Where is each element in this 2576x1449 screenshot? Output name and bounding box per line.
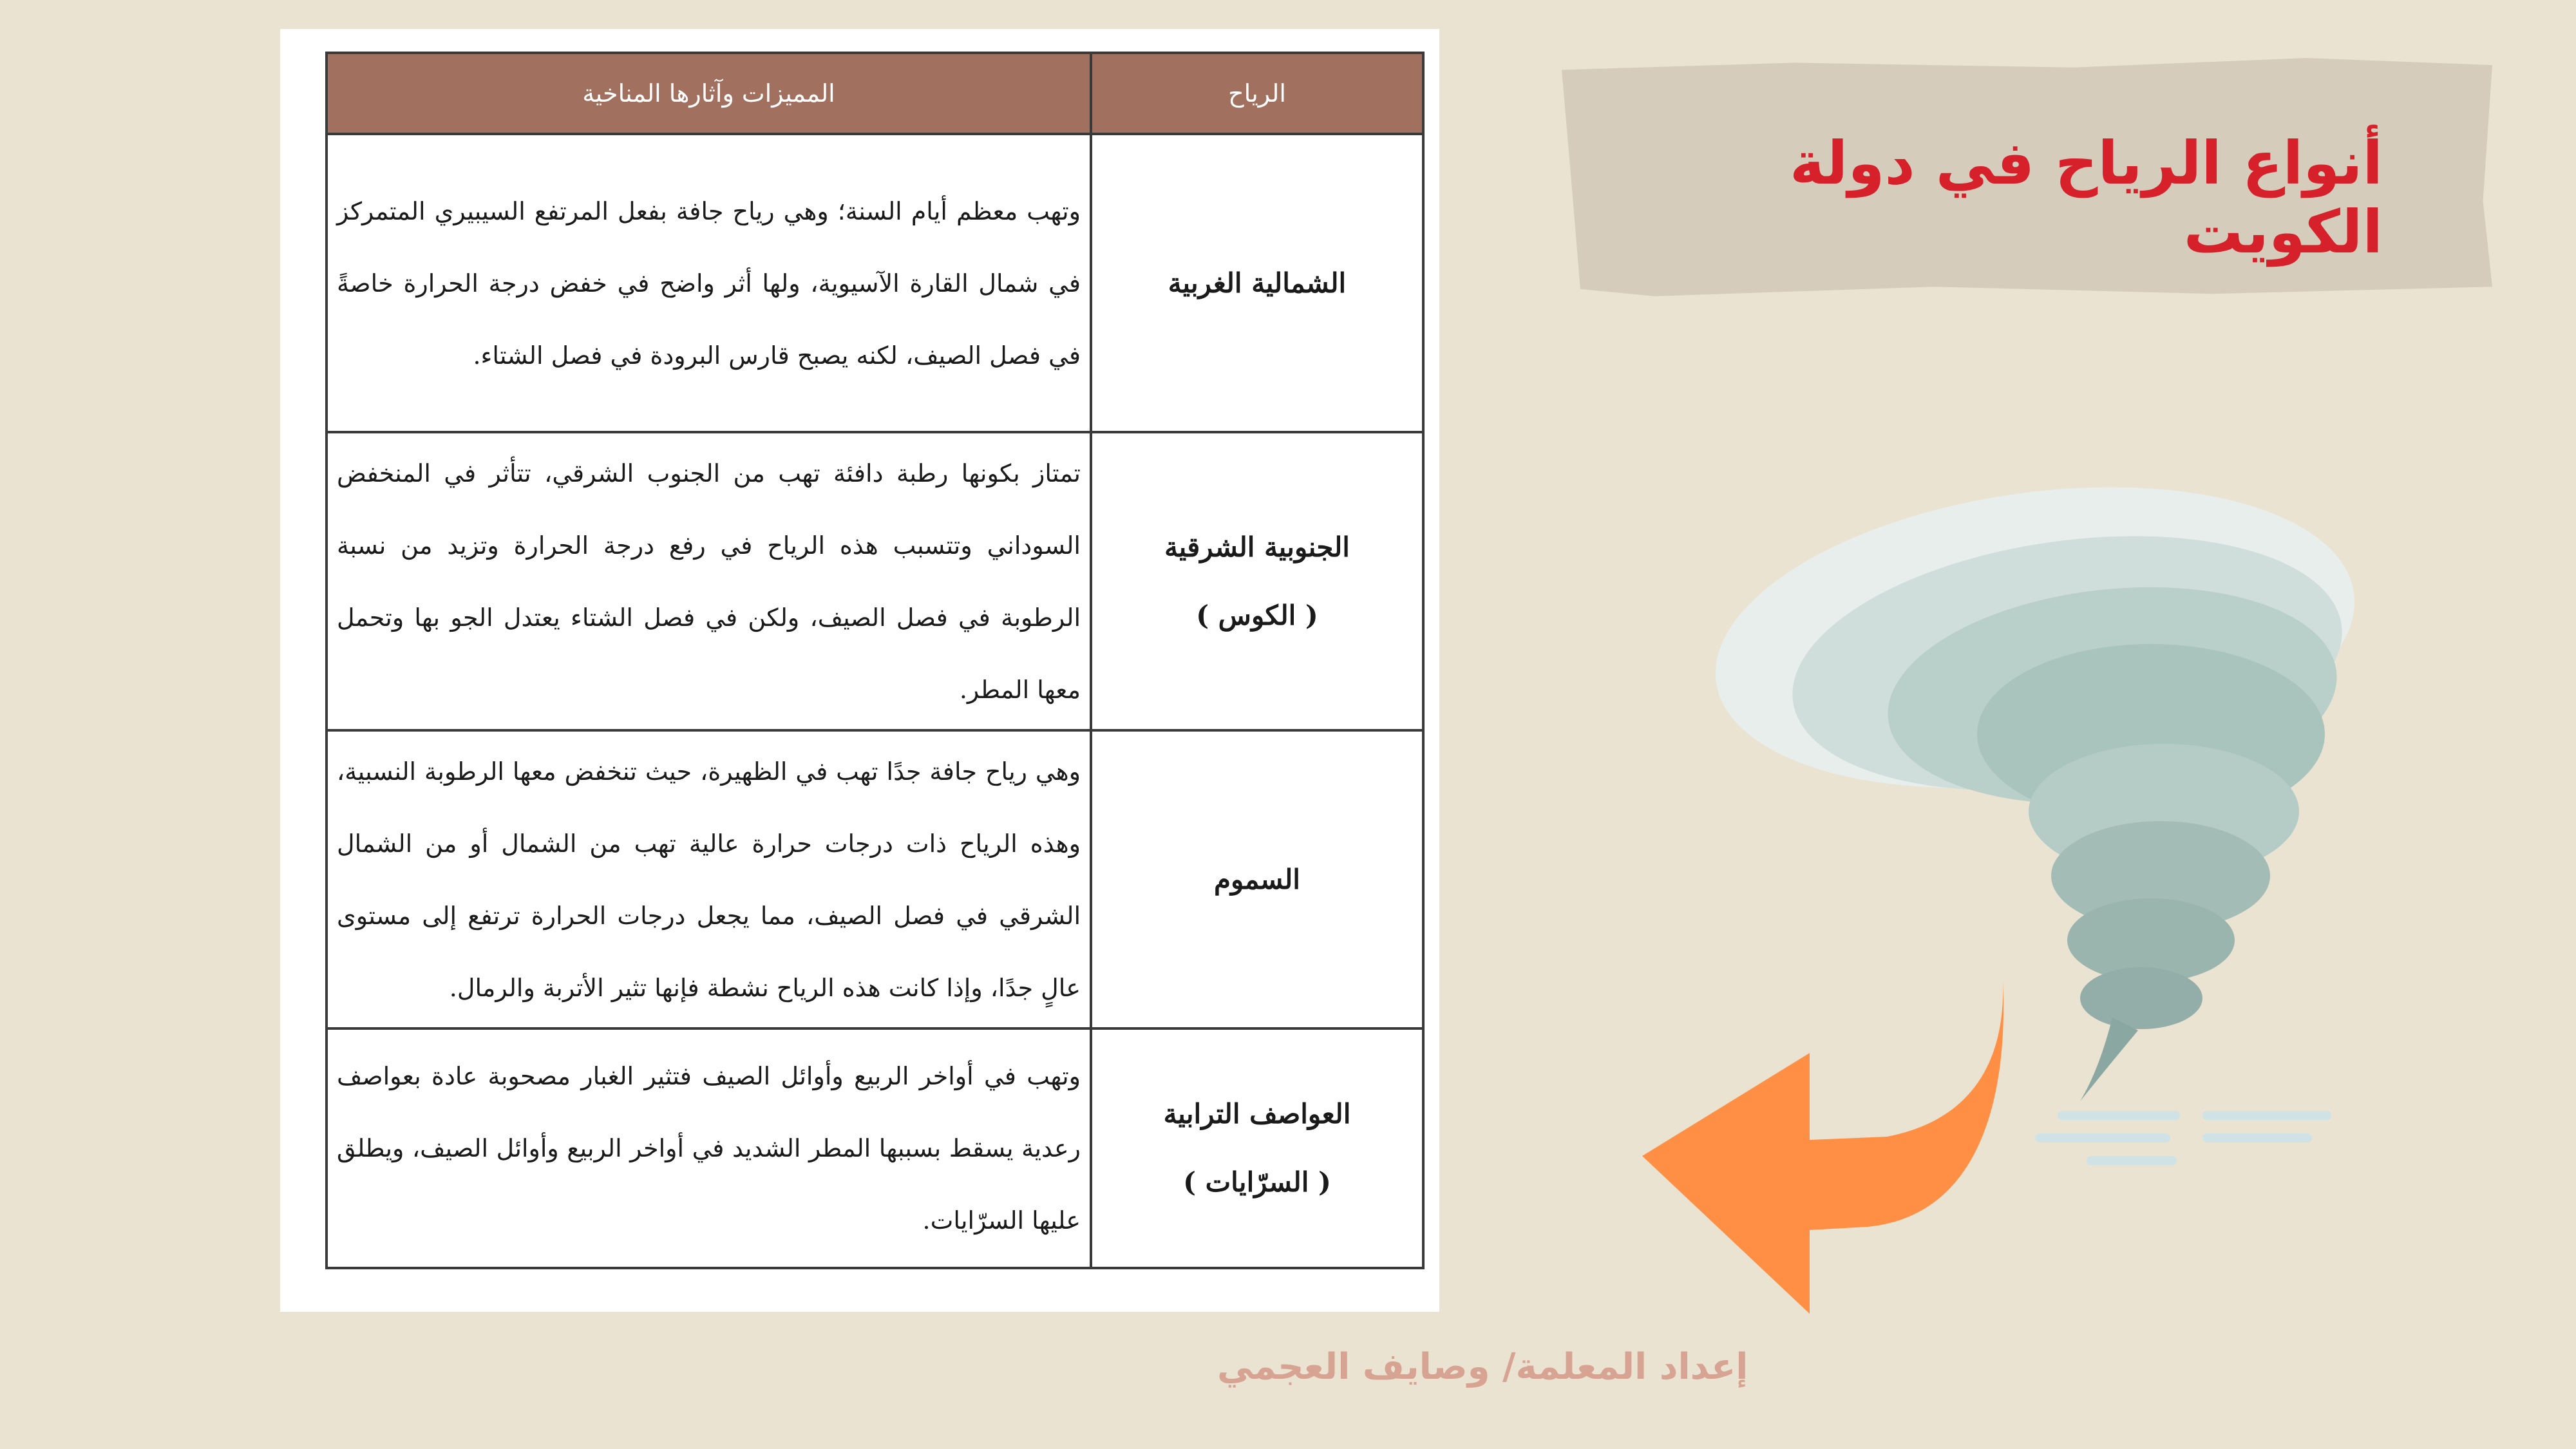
wind-description: تمتاز بكونها رطبة دافئة تهب من الجنوب الشرقي، تتأثر في المنخفض السوداني وتتسبب هذه الرياح في رفع درجة الحرارة وتزيد من نسبة الرطوبة في فصل الصيف، ولكن في فصل الشتاء يعتدل الجو بها وتحمل معها المطر. xyxy=(327,432,1091,730)
teacher-credit: إعداد المعلمة/ وصايف العجمي xyxy=(1217,1346,1748,1388)
wind-table-card xyxy=(280,29,1439,1312)
header-wind: الرياح xyxy=(1091,53,1423,134)
curved-arrow-icon xyxy=(1636,966,2009,1320)
wind-name: السموم xyxy=(1214,863,1300,895)
wind-name: العواصف الترابية xyxy=(1163,1098,1351,1130)
wind-name-cell xyxy=(1091,432,1423,730)
wind-local-name: ( الكوس ) xyxy=(1196,599,1318,631)
wind-description: وتهب معظم أيام السنة؛ وهي رياح جافة بفعل المرتفع السيبيري المتمركز في شمال القارة الآسيوية، ولها أثر واضح في خفض درجة الحرارة خاصةً في فصل الصيف، لكنه يصبح قارس البرودة في فصل الشتاء. xyxy=(327,134,1091,432)
slide-title: أنواع الرياح في دولة الكويت xyxy=(1790,129,2383,267)
wind-name: الشمالية الغربية xyxy=(1168,267,1347,299)
table-row xyxy=(327,134,1423,432)
winds-table xyxy=(325,52,1425,1269)
wind-description: وتهب في أواخر الربيع وأوائل الصيف فتثير الغبار مصحوبة عادة بعواصف رعدية يسقط بسببها المطر الشديد في أواخر الربيع وأوائل الصيف، ويطلق عليها السرّايات. xyxy=(327,1028,1091,1268)
wind-local-name: ( السرّايات ) xyxy=(1183,1166,1331,1198)
table-row xyxy=(327,432,1423,730)
wind-name-cell xyxy=(1091,134,1423,432)
wind-name-cell xyxy=(1091,730,1423,1028)
wind-description: وهي رياح جافة جدًا تهب في الظهيرة، حيث تنخفض معها الرطوبة النسبية، وهذه الرياح ذات درجات حرارة عالية تهب من الشمال أو من الشمال الشرقي في فصل الصيف، مما يجعل درجات الحرارة ترتفع إلى مستوى عالٍ جدًا، وإذا كانت هذه الرياح نشطة فإنها تثير الأتربة والرمال. xyxy=(327,730,1091,1028)
header-features: المميزات وآثارها المناخية xyxy=(327,53,1091,134)
wind-name-cell xyxy=(1091,1028,1423,1268)
table-row xyxy=(327,730,1423,1028)
wind-name: الجنوبية الشرقية xyxy=(1164,531,1350,563)
table-header-row xyxy=(327,53,1423,134)
table-row xyxy=(327,1028,1423,1268)
